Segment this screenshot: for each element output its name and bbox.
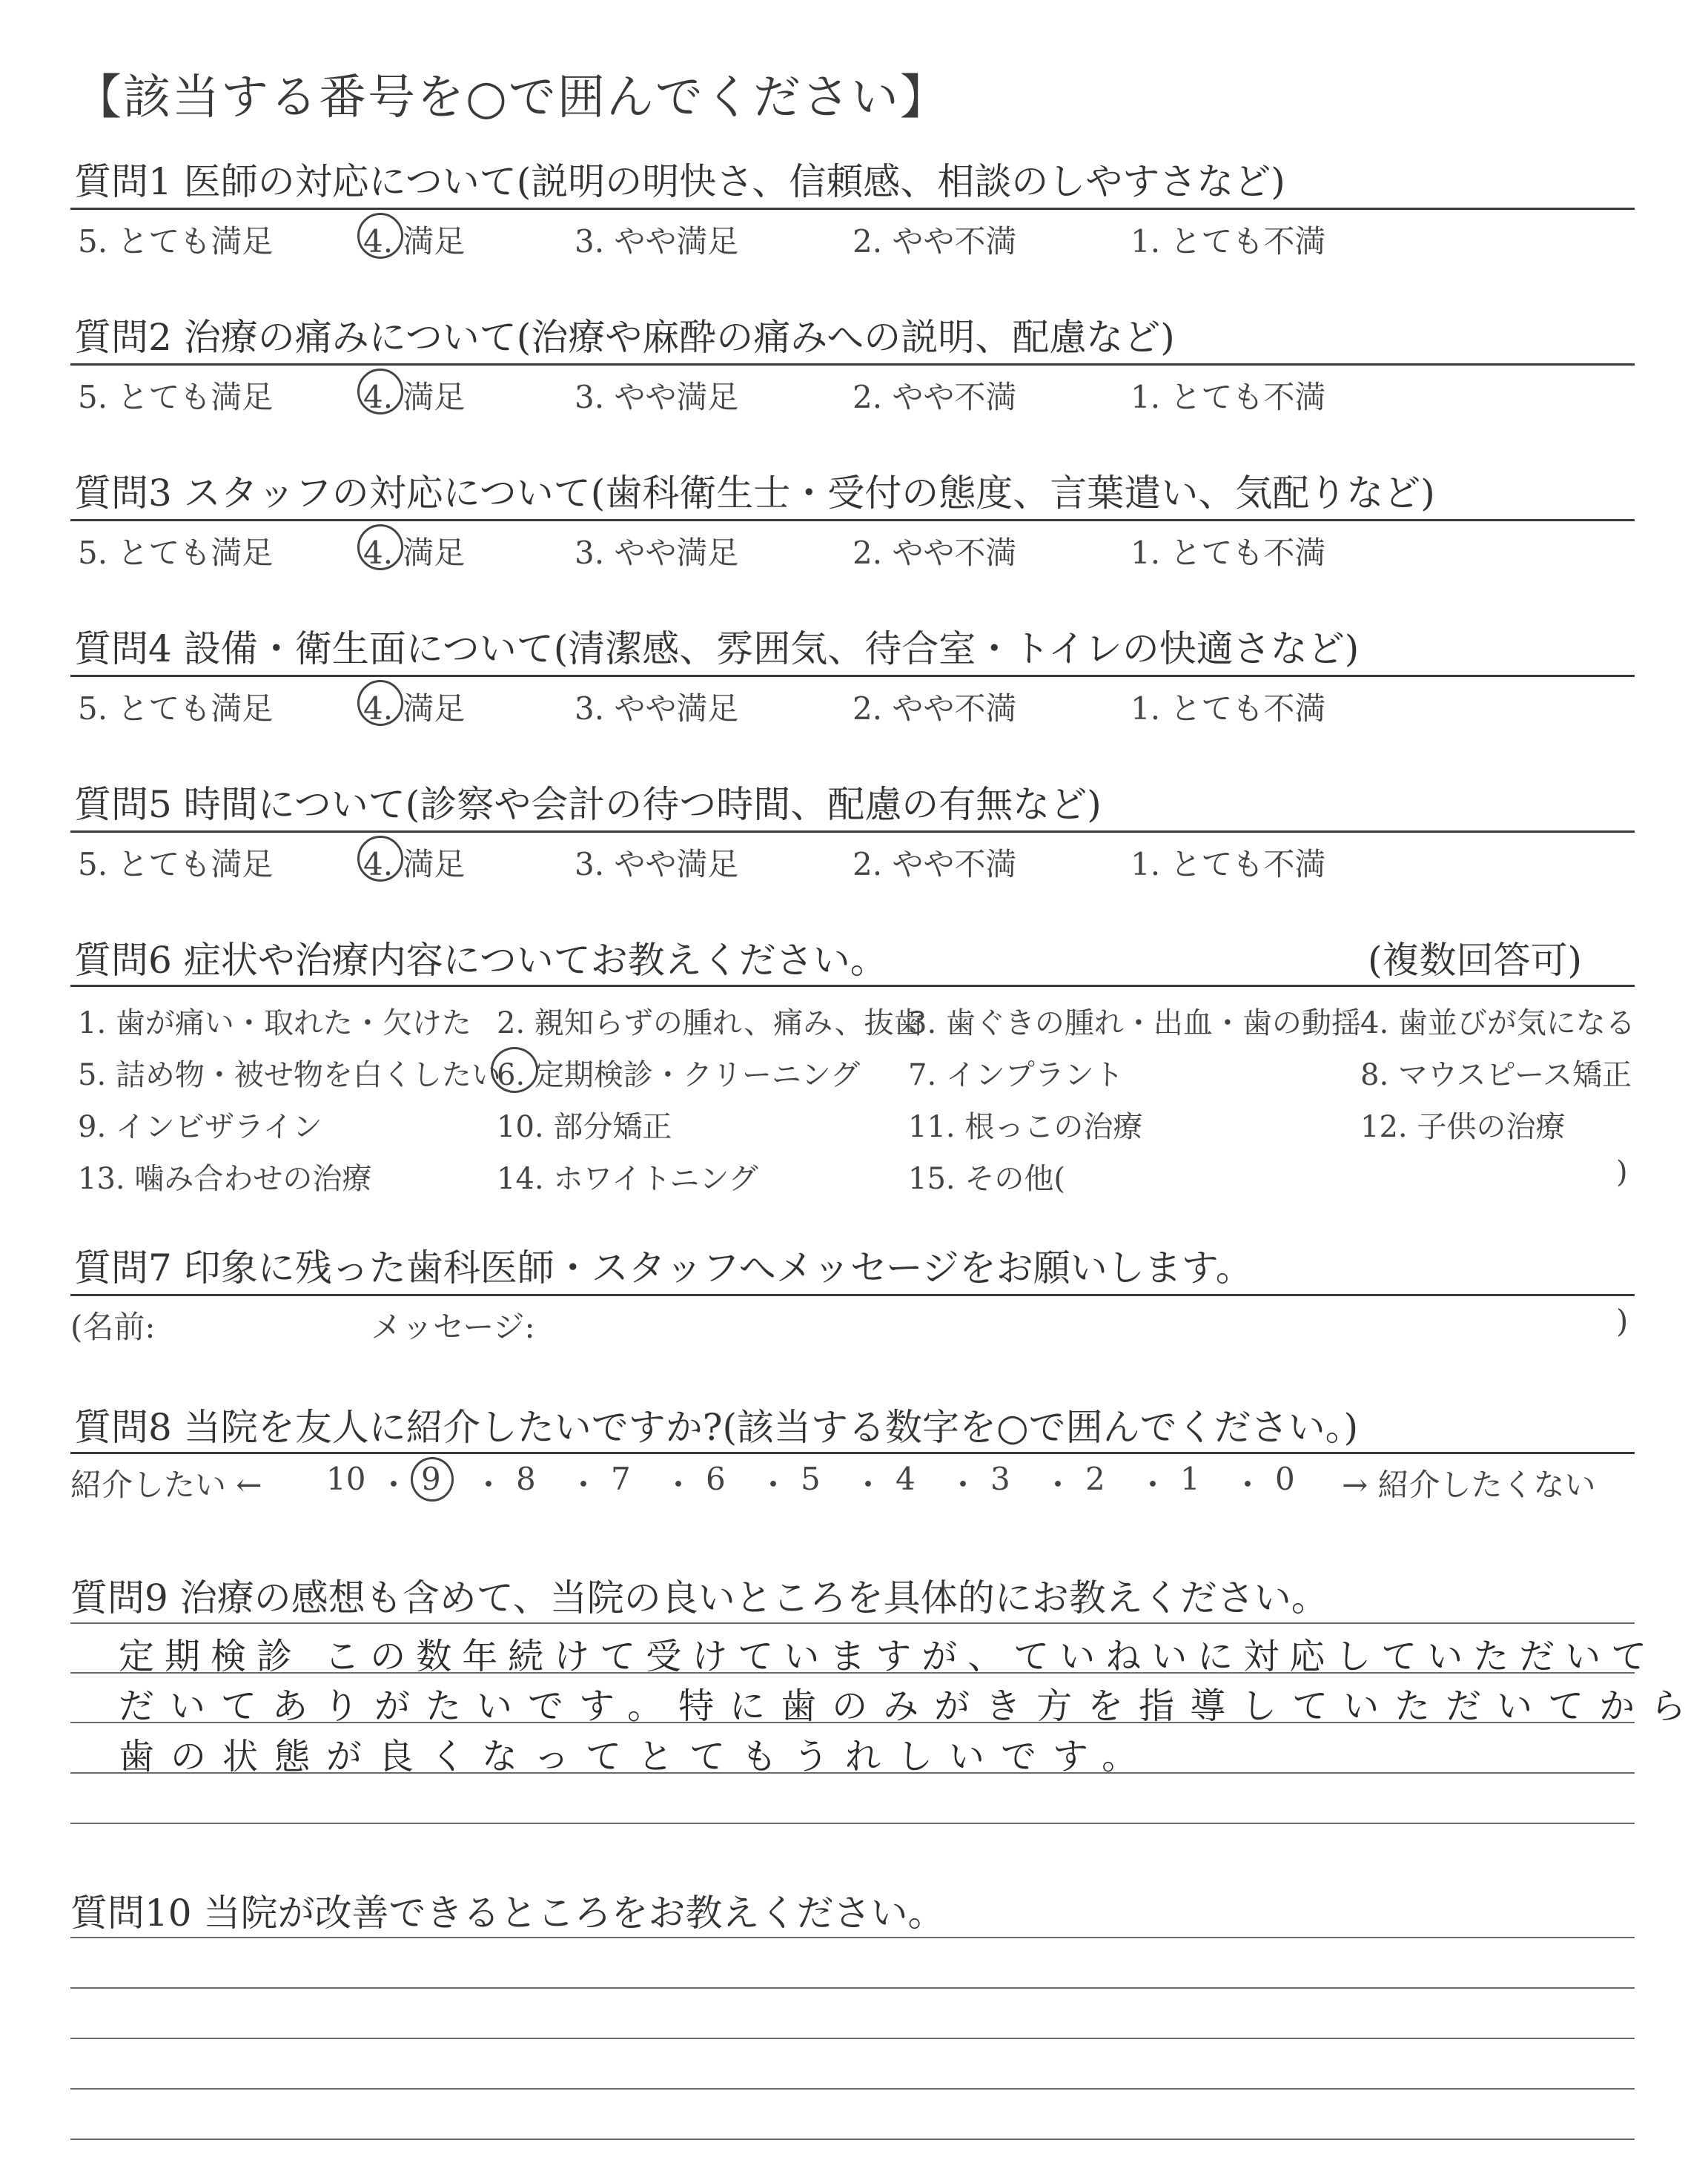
q9-rule-1 [70, 1622, 1635, 1624]
q10-rule-4 [70, 2088, 1635, 2090]
q8-scale-dot: ・ [1232, 1467, 1264, 1503]
q8-scale-dot: ・ [758, 1467, 790, 1503]
q3-label: 質問3 スタッフの対応について(歯科衛生士・受付の態度、言葉遣い、気配りなど) [74, 472, 1435, 515]
q8-label: 質問8 当院を友人に紹介したいですか?(該当する数字を○で囲んでください。) [74, 1406, 1359, 1449]
q9-answer-line-1: 定期検診 この数年続けて受けていますが、ていねいに対応していただいて [119, 1636, 1658, 1677]
q5-option-2[interactable]: 2. やや不満 [853, 846, 1017, 882]
q6-rule [70, 985, 1635, 987]
q6-label: 質問6 症状や治療内容についてお教えください。 [74, 939, 887, 982]
q4-option-4[interactable]: 4. 満足 [363, 690, 466, 727]
q8-scale-dot: ・ [663, 1467, 695, 1503]
q8-scale-dot: ・ [853, 1467, 884, 1503]
q8-left-label: 紹介したい ← [70, 1467, 262, 1503]
q8-scale-10[interactable]: 10 [326, 1461, 366, 1497]
q2-option-3[interactable]: 3. やや満足 [575, 379, 739, 415]
q10-rule-3 [70, 2038, 1635, 2039]
q2-selection-circle [357, 369, 403, 415]
q6-option-2[interactable]: 2. 親知らずの腫れ、痛み、抜歯 [497, 1006, 924, 1040]
q3-rule [70, 519, 1635, 521]
q8-rule [70, 1452, 1635, 1454]
q5-option-1[interactable]: 1. とても不満 [1131, 846, 1326, 882]
q6-selection-circle [491, 1047, 538, 1093]
q6-option-12[interactable]: 12. 子供の治療 [1360, 1110, 1566, 1144]
q4-option-5[interactable]: 5. とても満足 [78, 690, 274, 727]
q5-option-5[interactable]: 5. とても満足 [78, 846, 274, 882]
q8-scale-9[interactable]: 9 [421, 1461, 441, 1497]
q5-rule [70, 830, 1635, 833]
q3-option-1[interactable]: 1. とても不満 [1131, 535, 1326, 571]
q4-option-3[interactable]: 3. やや満足 [575, 690, 739, 727]
q8-scale-dot: ・ [1042, 1467, 1074, 1503]
q8-scale-2[interactable]: 2 [1085, 1461, 1105, 1497]
q10-rule-5 [70, 2138, 1635, 2140]
q2-label: 質問2 治療の痛みについて(治療や麻酔の痛みへの説明、配慮など) [74, 316, 1175, 359]
q1-selection-circle [357, 213, 403, 259]
q6-option-9[interactable]: 9. インビザライン [78, 1110, 322, 1144]
q2-option-1[interactable]: 1. とても不満 [1131, 379, 1326, 415]
q8-right-label: → 紹介したくない [1342, 1467, 1596, 1503]
form-title: 【該当する番号を○で囲んでください】 [74, 70, 949, 125]
q10-label: 質問10 当院が改善できるところをお教えください。 [70, 1892, 945, 1935]
q8-scale-7[interactable]: 7 [611, 1461, 631, 1497]
q7-name-label: (名前: [70, 1309, 156, 1345]
q6-note: (複数回答可) [1368, 939, 1583, 982]
q7-rule [70, 1294, 1635, 1296]
q5-label: 質問5 時間について(診察や会計の待つ時間、配慮の有無など) [74, 783, 1102, 826]
q8-scale-3[interactable]: 3 [990, 1461, 1010, 1497]
q9-label: 質問9 治療の感想も含めて、当院の良いところを具体的にお教えください。 [70, 1576, 1328, 1619]
q4-rule [70, 675, 1635, 677]
q1-option-2[interactable]: 2. やや不満 [853, 223, 1017, 260]
q1-option-5[interactable]: 5. とても満足 [78, 223, 274, 260]
q8-selection-circle [411, 1457, 454, 1502]
q8-scale-0[interactable]: 0 [1275, 1461, 1295, 1497]
q7-close-paren: ) [1616, 1303, 1629, 1339]
q8-scale-dot: ・ [378, 1467, 410, 1503]
q6-option-14[interactable]: 14. ホワイトニング [497, 1162, 758, 1196]
q1-label: 質問1 医師の対応について(説明の明快さ、信頼感、相談のしやすさなど) [74, 160, 1285, 203]
q8-scale-dot: ・ [568, 1467, 600, 1503]
q8-scale-6[interactable]: 6 [706, 1461, 726, 1497]
q6-option-6[interactable]: 6. 定期検診・クリーニング [497, 1058, 861, 1092]
q8-scale-4[interactable]: 4 [896, 1461, 916, 1497]
q5-option-4[interactable]: 4. 満足 [363, 846, 466, 882]
q2-rule [70, 363, 1635, 366]
q10-rule-1 [70, 1937, 1635, 1938]
q6-option-1[interactable]: 1. 歯が痛い・取れた・欠けた [78, 1006, 471, 1040]
q1-option-1[interactable]: 1. とても不満 [1131, 223, 1326, 260]
q6-option-13[interactable]: 13. 噛み合わせの治療 [78, 1162, 372, 1196]
q2-option-2[interactable]: 2. やや不満 [853, 379, 1017, 415]
q6-option-10[interactable]: 10. 部分矯正 [497, 1110, 672, 1144]
q4-option-1[interactable]: 1. とても不満 [1131, 690, 1326, 727]
q1-option-3[interactable]: 3. やや満足 [575, 223, 739, 260]
q8-scale-8[interactable]: 8 [516, 1461, 536, 1497]
q7-message-label: メッセージ: [371, 1309, 535, 1345]
q8-scale-dot: ・ [473, 1467, 505, 1503]
q7-label: 質問7 印象に残った歯科医師・スタッフへメッセージをお願いします。 [74, 1246, 1253, 1289]
q3-selection-circle [357, 524, 403, 570]
q6-option-5[interactable]: 5. 詰め物・被せ物を白くしたい [78, 1058, 501, 1092]
q9-answer-line-2: だいてありがたいです。特に歯のみがき方を指導していただいてから [119, 1685, 1702, 1727]
q5-option-3[interactable]: 3. やや満足 [575, 846, 739, 882]
q2-option-4[interactable]: 4. 満足 [363, 379, 466, 415]
q4-label: 質問4 設備・衛生面について(清潔感、雰囲気、待合室・トイレの快適さなど) [74, 627, 1360, 670]
q2-option-5[interactable]: 5. とても満足 [78, 379, 274, 415]
q3-option-4[interactable]: 4. 満足 [363, 535, 466, 571]
q6-option-11[interactable]: 11. 根っこの治療 [908, 1110, 1143, 1144]
q6-option-15[interactable]: 15. その他( [908, 1162, 1065, 1196]
q8-scale-1[interactable]: 1 [1180, 1461, 1200, 1497]
q6-option-8[interactable]: 8. マウスピース矯正 [1360, 1058, 1632, 1092]
q1-rule [70, 208, 1635, 210]
q8-scale-5[interactable]: 5 [801, 1461, 821, 1497]
q8-scale-dot: ・ [1137, 1467, 1169, 1503]
q3-option-2[interactable]: 2. やや不満 [853, 535, 1017, 571]
q6-option-3[interactable]: 3. 歯ぐきの腫れ・出血・歯の動揺 [908, 1006, 1361, 1040]
q1-option-4[interactable]: 4. 満足 [363, 223, 466, 260]
q6-option-16: ) [1616, 1155, 1628, 1189]
q3-option-3[interactable]: 3. やや満足 [575, 535, 739, 571]
q9-rule-5 [70, 1823, 1635, 1824]
q10-rule-2 [70, 1987, 1635, 1989]
q6-option-7[interactable]: 7. インプラント [908, 1058, 1124, 1092]
q9-answer-line-3: 歯の状態が良くなってとてもうれしいです。 [119, 1736, 1154, 1777]
q5-selection-circle [357, 836, 403, 882]
q8-scale-dot: ・ [947, 1467, 979, 1503]
q4-selection-circle [357, 680, 403, 726]
q4-option-2[interactable]: 2. やや不満 [853, 690, 1017, 727]
q3-option-5[interactable]: 5. とても満足 [78, 535, 274, 571]
q6-option-4[interactable]: 4. 歯並びが気になる [1360, 1006, 1635, 1040]
